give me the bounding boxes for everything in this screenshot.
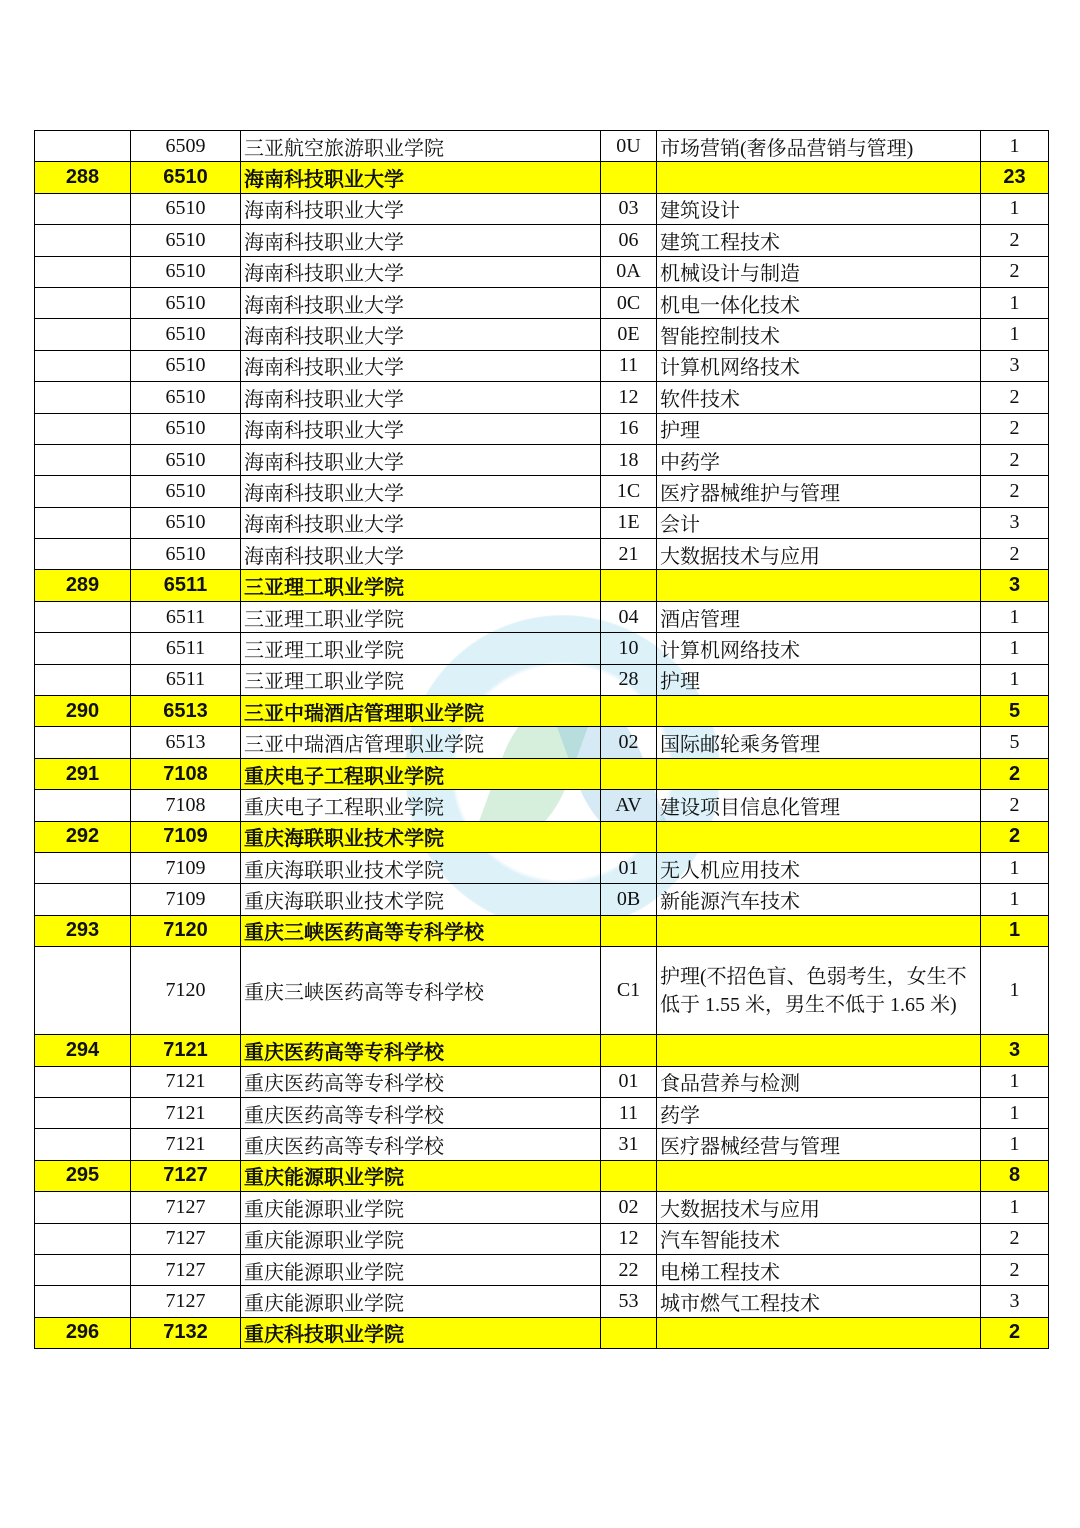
major-name-cell: 大数据技术与应用 [657,1192,981,1223]
school-name-cell: 海南科技职业大学 [241,476,601,507]
seq-cell [35,947,131,1035]
major-name-cell: 中药学 [657,444,981,475]
school-code-cell: 6510 [131,287,241,318]
seq-cell [35,225,131,256]
school-code-cell: 7121 [131,1066,241,1097]
seq-cell [35,256,131,287]
seq-cell [35,884,131,915]
school-code-cell: 6510 [131,256,241,287]
seq-cell: 293 [35,915,131,946]
enrollment-plan-table-container [34,130,1048,1349]
school-name-cell: 海南科技职业大学 [241,319,601,350]
seq-cell [35,1129,131,1160]
school-code-cell: 7120 [131,915,241,946]
plan-count-cell: 2 [981,476,1049,507]
major-name-cell: 国际邮轮乘务管理 [657,727,981,758]
major-name-cell: 食品营养与检测 [657,1066,981,1097]
major-code-cell: 22 [601,1254,657,1285]
school-name-cell: 重庆医药高等专科学校 [241,1097,601,1128]
major-name-cell [657,1160,981,1191]
plan-count-cell: 1 [981,664,1049,695]
plan-count-cell: 1 [981,287,1049,318]
plan-count-cell: 2 [981,413,1049,444]
school-code-cell: 7109 [131,884,241,915]
school-code-cell: 6511 [131,601,241,632]
school-name-cell: 三亚理工职业学院 [241,633,601,664]
major-code-cell: 16 [601,413,657,444]
plan-count-cell: 2 [981,1254,1049,1285]
major-code-cell: 0C [601,287,657,318]
school-summary-row [35,758,1049,789]
major-code-cell: 18 [601,444,657,475]
major-name-cell: 机电一体化技术 [657,287,981,318]
plan-count-cell: 3 [981,570,1049,601]
major-name-cell: 电梯工程技术 [657,1254,981,1285]
school-code-cell: 7121 [131,1097,241,1128]
major-code-cell: 28 [601,664,657,695]
seq-cell [35,539,131,570]
seq-cell [35,1254,131,1285]
plan-count-cell: 1 [981,633,1049,664]
plan-count-cell: 2 [981,539,1049,570]
plan-count-cell: 1 [981,947,1049,1035]
major-name-cell: 酒店管理 [657,601,981,632]
school-code-cell: 6510 [131,507,241,538]
school-code-cell: 7127 [131,1223,241,1254]
major-name-cell [657,915,981,946]
school-name-cell: 重庆医药高等专科学校 [241,1066,601,1097]
major-name-cell [657,821,981,852]
table-row [35,539,1049,570]
school-name-cell: 三亚理工职业学院 [241,601,601,632]
major-name-cell: 药学 [657,1097,981,1128]
major-name-cell: 计算机网络技术 [657,633,981,664]
seq-cell: 295 [35,1160,131,1191]
major-code-cell [601,821,657,852]
school-name-cell: 三亚理工职业学院 [241,664,601,695]
school-summary-row [35,696,1049,727]
plan-count-cell: 1 [981,1066,1049,1097]
school-name-cell: 海南科技职业大学 [241,287,601,318]
school-name-cell: 海南科技职业大学 [241,507,601,538]
school-name-cell: 重庆能源职业学院 [241,1223,601,1254]
seq-cell: 294 [35,1035,131,1066]
seq-cell [35,727,131,758]
major-name-cell: 新能源汽车技术 [657,884,981,915]
table-row [35,947,1049,1035]
school-code-cell: 6510 [131,162,241,193]
major-code-cell: 0A [601,256,657,287]
school-name-cell: 海南科技职业大学 [241,539,601,570]
school-code-cell: 6510 [131,413,241,444]
school-name-cell: 重庆能源职业学院 [241,1160,601,1191]
school-name-cell: 海南科技职业大学 [241,413,601,444]
school-name-cell: 海南科技职业大学 [241,193,601,224]
plan-count-cell: 5 [981,727,1049,758]
plan-count-cell: 5 [981,696,1049,727]
table-row [35,664,1049,695]
plan-count-cell: 2 [981,1317,1049,1348]
major-code-cell: 11 [601,1097,657,1128]
major-name-cell: 医疗器械经营与管理 [657,1129,981,1160]
major-code-cell [601,162,657,193]
school-code-cell: 6510 [131,350,241,381]
seq-cell [35,131,131,162]
major-code-cell: 03 [601,193,657,224]
major-code-cell [601,915,657,946]
school-name-cell: 海南科技职业大学 [241,382,601,413]
school-summary-row [35,570,1049,601]
school-code-cell: 6510 [131,539,241,570]
seq-cell [35,507,131,538]
school-code-cell: 6510 [131,444,241,475]
seq-cell [35,350,131,381]
seq-cell: 290 [35,696,131,727]
major-name-cell: 城市燃气工程技术 [657,1286,981,1317]
school-summary-row [35,915,1049,946]
major-name-cell: 机械设计与制造 [657,256,981,287]
major-code-cell: 06 [601,225,657,256]
school-code-cell: 6513 [131,727,241,758]
major-code-cell [601,1317,657,1348]
school-summary-row [35,821,1049,852]
seq-cell [35,1286,131,1317]
seq-cell [35,790,131,821]
school-name-cell: 海南科技职业大学 [241,444,601,475]
plan-count-cell: 2 [981,225,1049,256]
plan-count-cell: 3 [981,1286,1049,1317]
major-code-cell: 0U [601,131,657,162]
plan-count-cell: 8 [981,1160,1049,1191]
major-code-cell [601,570,657,601]
major-name-cell [657,758,981,789]
school-code-cell: 7108 [131,790,241,821]
major-name-cell: 计算机网络技术 [657,350,981,381]
school-code-cell: 7121 [131,1129,241,1160]
seq-cell [35,1192,131,1223]
school-name-cell: 重庆三峡医药高等专科学校 [241,947,601,1035]
major-code-cell [601,1035,657,1066]
school-code-cell: 7121 [131,1035,241,1066]
school-code-cell: 7127 [131,1192,241,1223]
table-row [35,601,1049,632]
table-row [35,1129,1049,1160]
major-name-cell: 护理 [657,664,981,695]
major-name-cell: 软件技术 [657,382,981,413]
table-row [35,1254,1049,1285]
major-name-cell [657,696,981,727]
seq-cell: 296 [35,1317,131,1348]
plan-count-cell: 1 [981,884,1049,915]
plan-count-cell: 3 [981,507,1049,538]
major-name-cell: 建筑工程技术 [657,225,981,256]
seq-cell [35,319,131,350]
seq-cell [35,193,131,224]
major-code-cell: 1C [601,476,657,507]
plan-count-cell: 2 [981,758,1049,789]
table-row [35,131,1049,162]
seq-cell [35,664,131,695]
table-row [35,1223,1049,1254]
school-name-cell: 海南科技职业大学 [241,162,601,193]
school-code-cell: 7108 [131,758,241,789]
school-code-cell: 6511 [131,664,241,695]
major-name-cell: 建设项目信息化管理 [657,790,981,821]
major-code-cell: 04 [601,601,657,632]
table-row [35,319,1049,350]
plan-count-cell: 1 [981,319,1049,350]
major-code-cell: 21 [601,539,657,570]
seq-cell: 291 [35,758,131,789]
seq-cell [35,287,131,318]
major-code-cell: 11 [601,350,657,381]
seq-cell [35,476,131,507]
table-row [35,444,1049,475]
school-name-cell: 重庆能源职业学院 [241,1192,601,1223]
major-code-cell: 10 [601,633,657,664]
school-code-cell: 6511 [131,570,241,601]
major-code-cell [601,1160,657,1191]
school-summary-row [35,1035,1049,1066]
table-row [35,287,1049,318]
major-code-cell [601,696,657,727]
major-name-cell [657,1035,981,1066]
seq-cell [35,382,131,413]
school-code-cell: 6510 [131,476,241,507]
school-summary-row [35,162,1049,193]
seq-cell [35,601,131,632]
school-code-cell: 7127 [131,1160,241,1191]
major-name-cell [657,162,981,193]
major-name-cell: 护理 [657,413,981,444]
table-row [35,476,1049,507]
seq-cell: 292 [35,821,131,852]
seq-cell [35,444,131,475]
table-row [35,413,1049,444]
major-code-cell: AV [601,790,657,821]
school-code-cell: 7132 [131,1317,241,1348]
school-name-cell: 海南科技职业大学 [241,225,601,256]
major-name-cell: 汽车智能技术 [657,1223,981,1254]
school-summary-row [35,1160,1049,1191]
table-row [35,727,1049,758]
major-name-cell: 护理(不招色盲、色弱考生，女生不低于 1.55 米，男生不低于 1.65 米) [657,947,981,1035]
school-name-cell: 重庆科技职业学院 [241,1317,601,1348]
seq-cell [35,633,131,664]
school-name-cell: 重庆医药高等专科学校 [241,1035,601,1066]
school-name-cell: 重庆海联职业技术学院 [241,852,601,883]
major-code-cell: 12 [601,1223,657,1254]
seq-cell [35,852,131,883]
major-name-cell: 建筑设计 [657,193,981,224]
plan-count-cell: 1 [981,131,1049,162]
table-row [35,1192,1049,1223]
plan-count-cell: 2 [981,256,1049,287]
seq-cell [35,1223,131,1254]
enrollment-plan-table [34,130,1049,1349]
plan-count-cell: 3 [981,350,1049,381]
school-code-cell: 6510 [131,319,241,350]
school-code-cell: 7109 [131,821,241,852]
table-row [35,852,1049,883]
school-name-cell: 三亚中瑞酒店管理职业学院 [241,696,601,727]
school-code-cell: 6510 [131,193,241,224]
school-name-cell: 海南科技职业大学 [241,350,601,381]
major-code-cell: 01 [601,1066,657,1097]
table-row [35,1066,1049,1097]
school-code-cell: 6510 [131,225,241,256]
major-name-cell: 市场营销(奢侈品营销与管理) [657,131,981,162]
plan-count-cell: 2 [981,444,1049,475]
table-row [35,193,1049,224]
plan-count-cell: 1 [981,852,1049,883]
school-code-cell: 7127 [131,1254,241,1285]
table-row [35,225,1049,256]
plan-count-cell: 1 [981,193,1049,224]
major-code-cell: 1E [601,507,657,538]
major-name-cell: 医疗器械维护与管理 [657,476,981,507]
major-name-cell: 会计 [657,507,981,538]
major-code-cell: 12 [601,382,657,413]
school-name-cell: 重庆电子工程职业学院 [241,758,601,789]
table-row [35,507,1049,538]
major-code-cell: 0E [601,319,657,350]
major-code-cell: 02 [601,727,657,758]
school-name-cell: 重庆医药高等专科学校 [241,1129,601,1160]
table-row [35,256,1049,287]
school-name-cell: 重庆电子工程职业学院 [241,790,601,821]
school-name-cell: 重庆海联职业技术学院 [241,884,601,915]
plan-count-cell: 1 [981,601,1049,632]
major-code-cell [601,758,657,789]
seq-cell [35,413,131,444]
seq-cell [35,1097,131,1128]
school-name-cell: 重庆海联职业技术学院 [241,821,601,852]
major-code-cell: 0B [601,884,657,915]
plan-count-cell: 1 [981,1097,1049,1128]
plan-count-cell: 1 [981,915,1049,946]
school-name-cell: 重庆能源职业学院 [241,1286,601,1317]
plan-count-cell: 1 [981,1192,1049,1223]
table-row [35,633,1049,664]
major-name-cell: 大数据技术与应用 [657,539,981,570]
major-code-cell: C1 [601,947,657,1035]
school-code-cell: 6513 [131,696,241,727]
table-row [35,884,1049,915]
school-name-cell: 重庆能源职业学院 [241,1254,601,1285]
plan-count-cell: 3 [981,1035,1049,1066]
school-name-cell: 三亚理工职业学院 [241,570,601,601]
seq-cell: 288 [35,162,131,193]
table-body [35,131,1049,1349]
major-code-cell: 53 [601,1286,657,1317]
major-name-cell [657,1317,981,1348]
school-code-cell: 6511 [131,633,241,664]
school-code-cell: 7127 [131,1286,241,1317]
school-name-cell: 三亚中瑞酒店管理职业学院 [241,727,601,758]
table-row [35,1286,1049,1317]
school-code-cell: 7120 [131,947,241,1035]
table-row [35,790,1049,821]
seq-cell [35,1066,131,1097]
school-name-cell: 三亚航空旅游职业学院 [241,131,601,162]
school-summary-row [35,1317,1049,1348]
school-name-cell: 重庆三峡医药高等专科学校 [241,915,601,946]
major-name-cell: 智能控制技术 [657,319,981,350]
plan-count-cell: 2 [981,1223,1049,1254]
table-row [35,1097,1049,1128]
plan-count-cell: 23 [981,162,1049,193]
table-row [35,382,1049,413]
major-name-cell [657,570,981,601]
major-name-cell: 无人机应用技术 [657,852,981,883]
school-name-cell: 海南科技职业大学 [241,256,601,287]
major-code-cell: 02 [601,1192,657,1223]
major-code-cell: 01 [601,852,657,883]
table-row [35,350,1049,381]
school-code-cell: 6510 [131,382,241,413]
plan-count-cell: 1 [981,1129,1049,1160]
plan-count-cell: 2 [981,790,1049,821]
plan-count-cell: 2 [981,382,1049,413]
plan-count-cell: 2 [981,821,1049,852]
seq-cell: 289 [35,570,131,601]
school-code-cell: 7109 [131,852,241,883]
major-code-cell: 31 [601,1129,657,1160]
school-code-cell: 6509 [131,131,241,162]
